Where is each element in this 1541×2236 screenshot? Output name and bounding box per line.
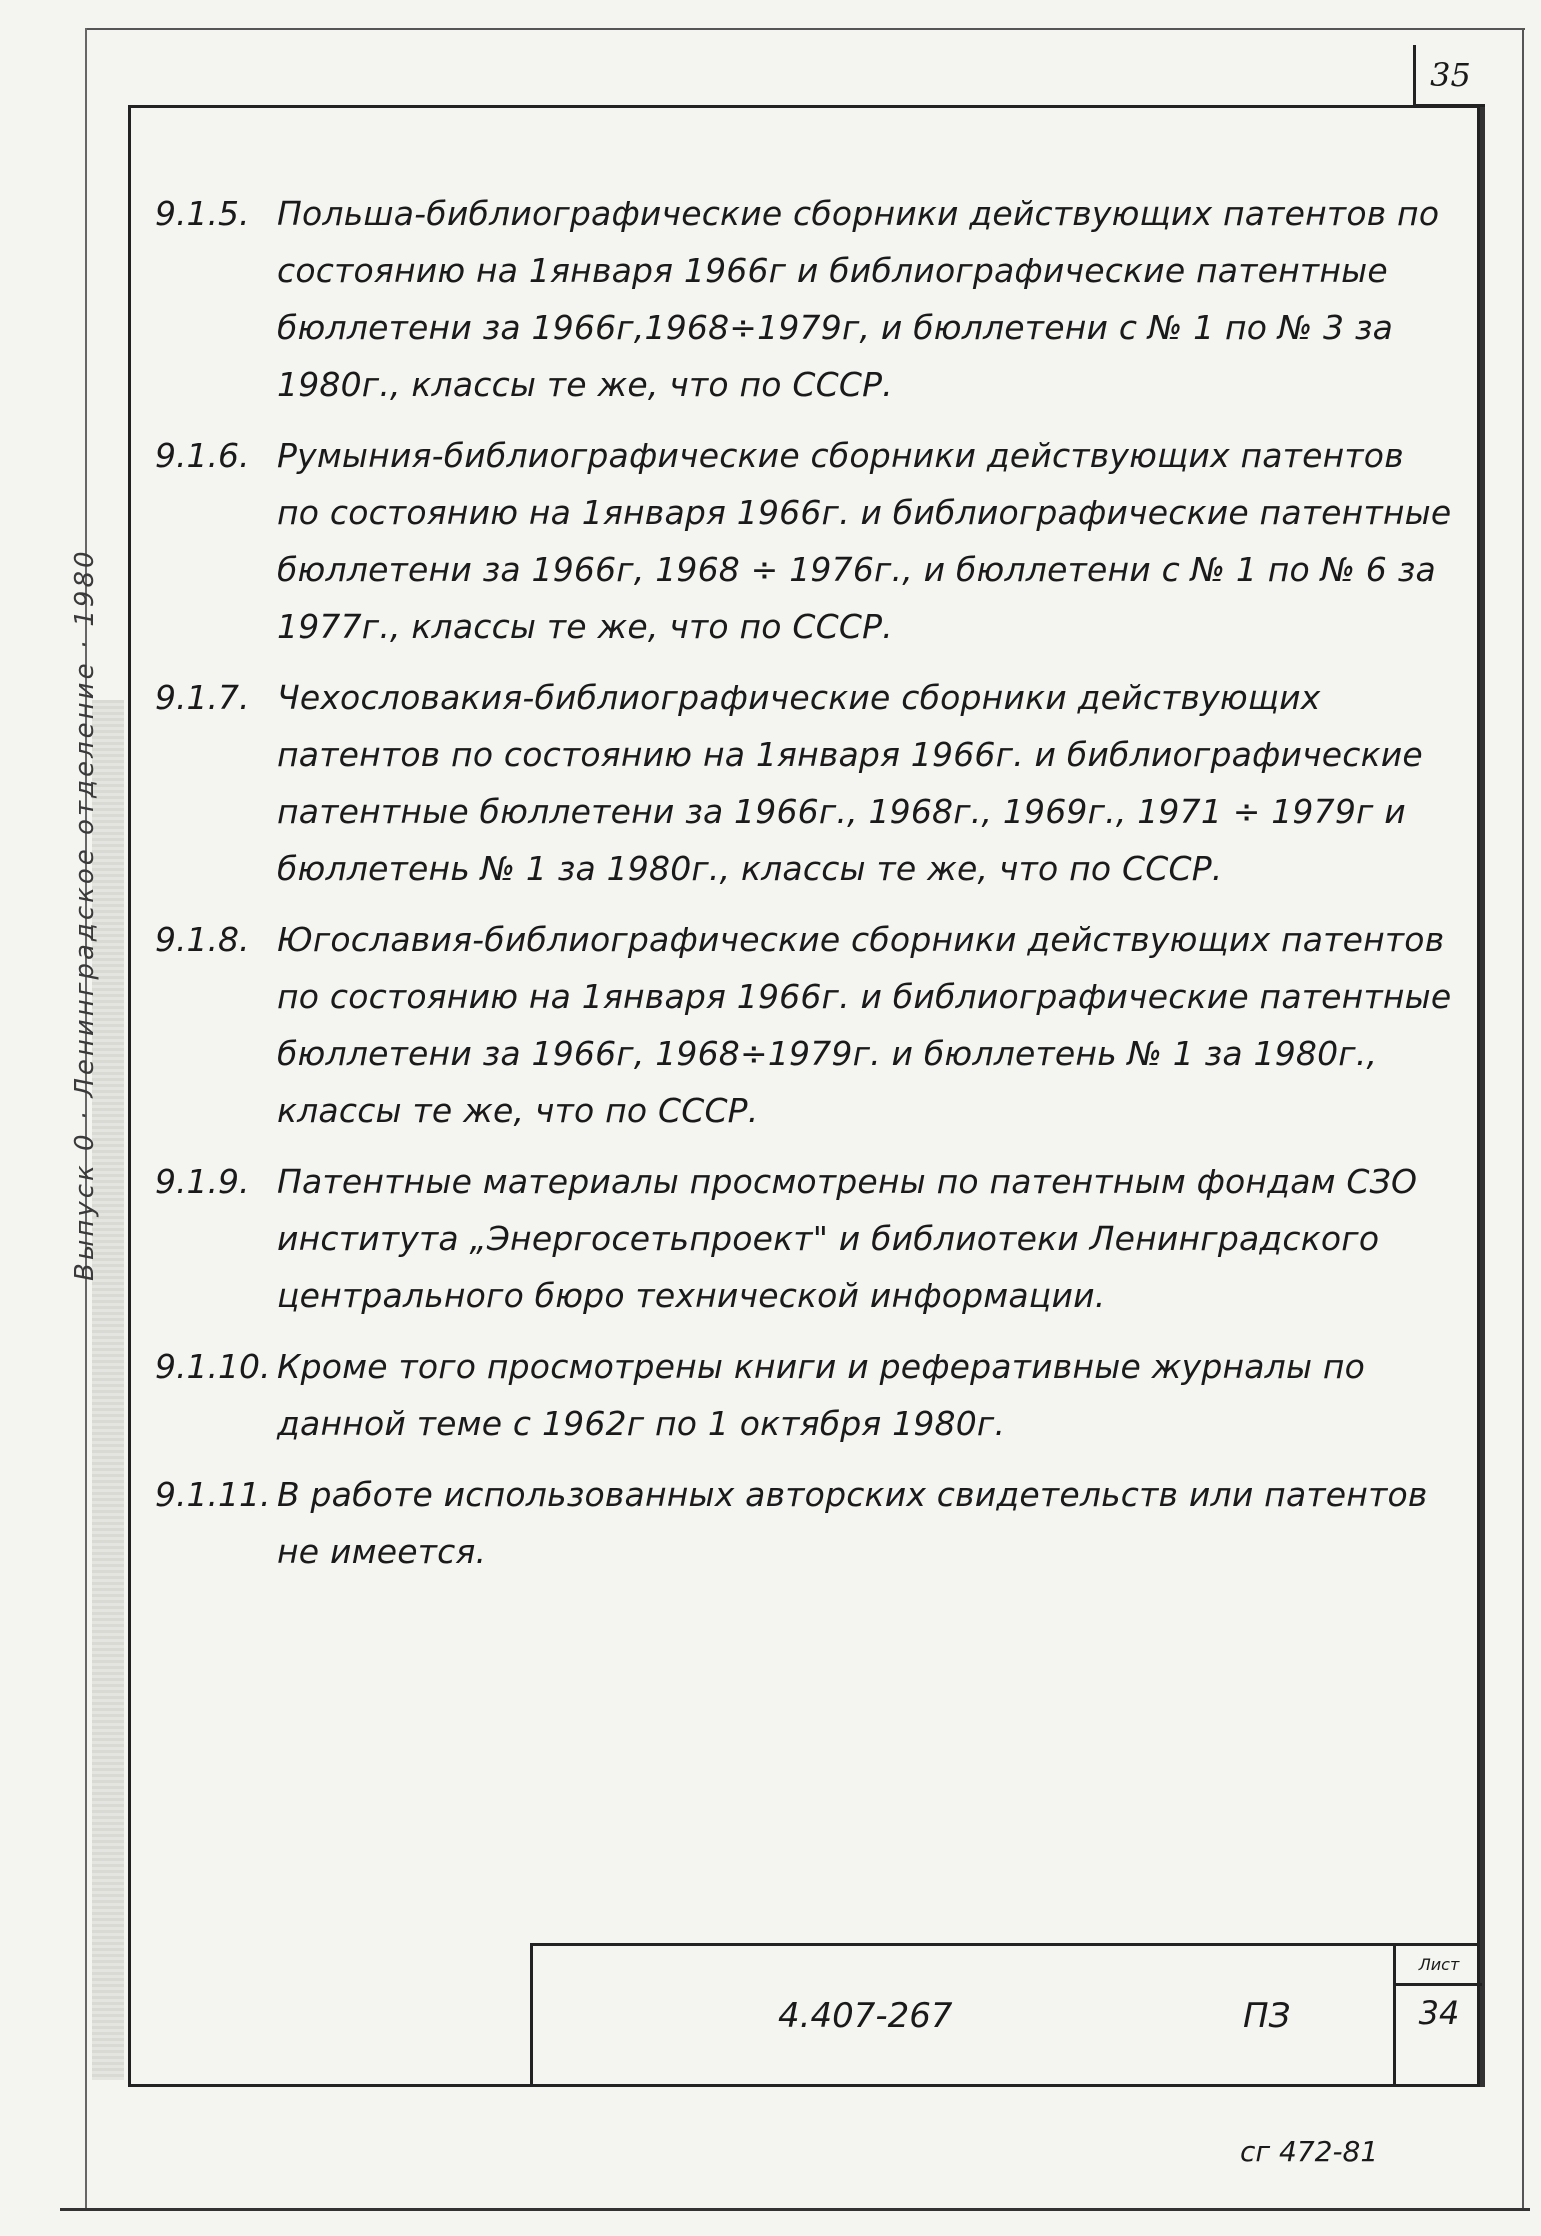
footer-stamp: сг 472-81: [1240, 2135, 1379, 2168]
item-text: Кроме того просмотрены книги и реферативные журналы по данной теме с 1962г по 1 октября 1980г.: [277, 1347, 1366, 1443]
item-text: Патентные материалы просмотрены по патентным фондам СЗО института „Энергосетьпроект" и библиотеки Ленинградского центрального бюро технической информации.: [277, 1162, 1418, 1315]
sheet-edge-bottom: [60, 2208, 1530, 2211]
document-type: ПЗ: [1243, 1996, 1291, 2036]
list-item: [155, 1153, 1455, 1324]
item-number: 9.1.10.: [155, 1347, 271, 1386]
item-text: Чехословакия-библиографические сборники действующих патентов по состоянию на 1января 1966г. и библиографические патентные бюллетени за 1966г., 1968г., 1969г., 1971 ÷ 1979г и бюллетень № 1 за 1980г., классы те же, что по СССР.: [277, 678, 1423, 888]
title-block: [530, 1943, 1480, 2087]
item-number: 9.1.6.: [155, 436, 250, 475]
document-code: 4.407-267: [778, 1996, 953, 2036]
item-number: 9.1.5.: [155, 194, 250, 233]
sheet-cell: [1393, 1946, 1482, 2087]
list-item: [155, 911, 1455, 1139]
list-item: [155, 185, 1455, 413]
item-text: В работе использованных авторских свидетельств или патентов не имеется.: [277, 1475, 1428, 1571]
sheet-edge-top: [85, 28, 1525, 30]
top-sheet-number: 35: [1413, 45, 1485, 107]
margin-stamp-text: Выпуск 0 · Ленинградское отделение · 1980: [70, 548, 100, 1282]
frame-right-edge: [1480, 105, 1485, 2087]
list-item: [155, 427, 1455, 655]
item-text: Румыния-библиографические сборники действующих патентов по состоянию на 1января 1966г. и библиографические патентные бюллетени за 1966г, 1968 ÷ 1976г., и бюллетени с № 1 по № 6 за 1977г., классы те же, что по СССР.: [277, 436, 1452, 646]
list-item: [155, 669, 1455, 897]
sheet-label: Лист: [1396, 1946, 1482, 1986]
item-text: Польша-библиографические сборники действующих патентов по состоянию на 1января 1966г и библиографические патентные бюллетени за 1966г,1968÷1979г, и бюллетени с № 1 по № 3 за 1980г., классы те же, что по СССР.: [277, 194, 1440, 404]
list-item: [155, 1466, 1455, 1580]
document-body: [155, 185, 1455, 1594]
sheet-number: 34: [1418, 1994, 1460, 2032]
item-number: 9.1.9.: [155, 1162, 250, 1201]
item-number: 9.1.7.: [155, 678, 250, 717]
list-item: [155, 1338, 1455, 1452]
item-number: 9.1.11.: [155, 1475, 271, 1514]
item-number: 9.1.8.: [155, 920, 250, 959]
item-text: Югославия-библиографические сборники действующих патентов по состоянию на 1января 1966г. и библиографические патентные бюллетени за 1966г, 1968÷1979г. и бюллетень № 1 за 1980г., классы те же, что по СССР.: [277, 920, 1452, 1130]
sheet-edge-right: [1522, 28, 1524, 2208]
